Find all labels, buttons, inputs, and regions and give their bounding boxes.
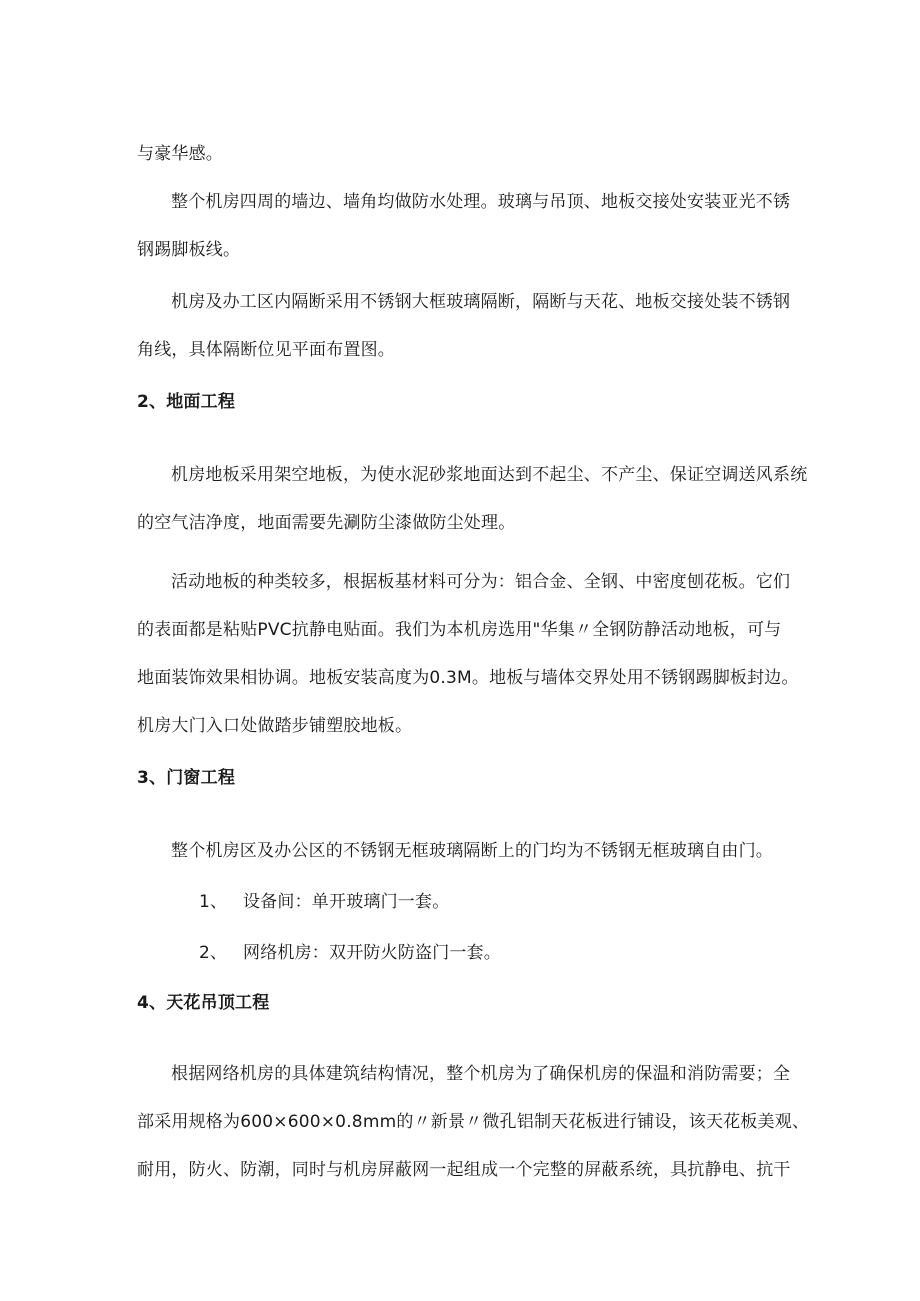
paragraph-line: 整个机房区及办公区的不锈钢无框玻璃隔断上的门均为不锈钢无框玻璃自由门。 bbox=[171, 841, 773, 861]
list-item-text: 网络机房：双开防火防盗门一套。 bbox=[243, 943, 501, 963]
section-heading: 2、地面工程 bbox=[137, 392, 236, 412]
paragraph-line: 钢踢脚板线。 bbox=[137, 240, 241, 260]
paragraph-line: 整个机房四周的墙边、墙角均做防水处理。玻璃与吊顶、地板交接处安装亚光不锈 bbox=[171, 192, 791, 212]
list-item bbox=[199, 890, 449, 914]
list-item bbox=[199, 941, 501, 965]
section-heading: 3、门窗工程 bbox=[137, 768, 236, 788]
list-item-number: 1、 bbox=[199, 892, 228, 912]
paragraph-line: 活动地板的种类较多，根据板基材料可分为：铝合金、全钢、中密度刨花板。它们 bbox=[171, 572, 791, 592]
paragraph-line: 部采用规格为600×600×0.8mm的〃新景〃微孔铝制天花板进行铺设，该天花板美观、 bbox=[137, 1112, 810, 1132]
paragraph-line: 机房地板采用架空地板，为使水泥砂浆地面达到不起尘、不产尘、保证空调送风系统 bbox=[171, 465, 808, 485]
paragraph-line: 角线，具体隔断位见平面布置图。 bbox=[137, 340, 395, 360]
paragraph-line: 与豪华感。 bbox=[137, 144, 223, 164]
section-heading: 4、天花吊顶工程 bbox=[137, 993, 270, 1013]
paragraph-line: 机房及办工区内隔断采用不锈钢大框玻璃隔断，隔断与天花、地板交接处装不锈钢 bbox=[171, 292, 791, 312]
list-item-number: 2、 bbox=[199, 943, 228, 963]
paragraph-line: 的空气洁净度，地面需要先涮防尘漆做防尘处理。 bbox=[137, 513, 516, 533]
paragraph-line: 耐用，防火、防潮，同时与机房屏蔽网一起组成一个完整的屏蔽系统，具抗静电、抗干 bbox=[137, 1160, 791, 1180]
paragraph-line: 地面装饰效果相协调。地板安装高度为0.3M。地板与墙体交界处用不锈钢踢脚板封边。 bbox=[137, 668, 799, 688]
paragraph-line: 机房大门入口处做踏步铺塑胶地板。 bbox=[137, 716, 413, 736]
paragraph-line: 的表面都是粘贴PVC抗静电贴面。我们为本机房选用"华集〃全钢防静活动地板，可与 bbox=[137, 620, 782, 640]
list-item-text: 设备间：单开玻璃门一套。 bbox=[243, 892, 450, 912]
paragraph-line: 根据网络机房的具体建筑结构情况，整个机房为了确保机房的保温和消防需要；全 bbox=[171, 1064, 791, 1084]
